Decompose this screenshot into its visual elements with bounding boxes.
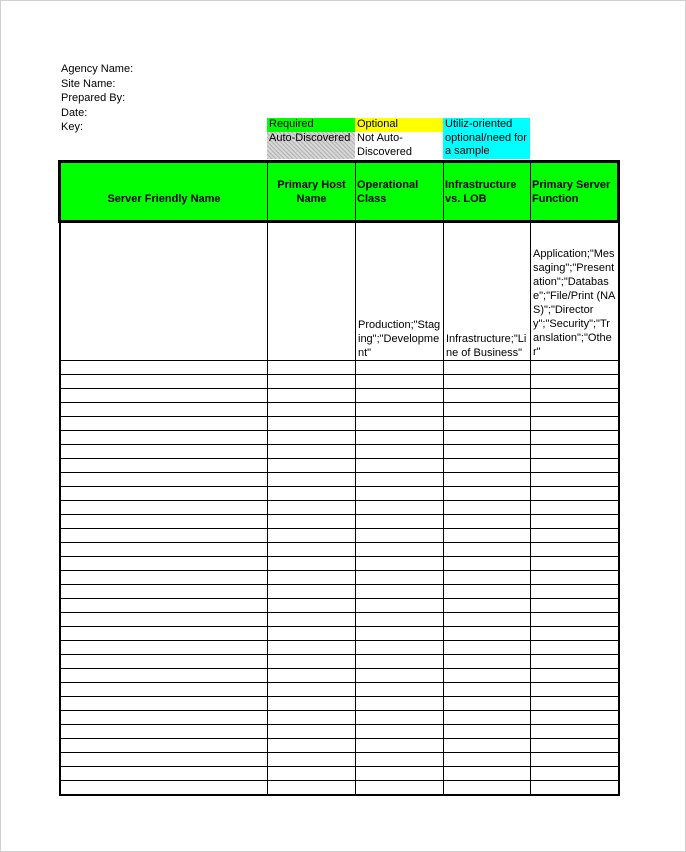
table-cell[interactable]: [356, 515, 444, 529]
table-cell[interactable]: [60, 627, 268, 641]
table-row: [60, 585, 619, 599]
table-cell[interactable]: [268, 557, 356, 571]
table-cell[interactable]: [531, 711, 619, 725]
table-cell[interactable]: [60, 515, 268, 529]
table-cell[interactable]: [356, 361, 444, 375]
col-primary-server-function: Primary Server Function: [531, 162, 619, 222]
table-cell[interactable]: [60, 445, 268, 459]
col-server-friendly-name: Server Friendly Name: [60, 162, 268, 222]
table-cell[interactable]: [268, 571, 356, 585]
table-cell[interactable]: [531, 683, 619, 697]
table-cell[interactable]: [531, 739, 619, 753]
table-cell[interactable]: [531, 697, 619, 711]
table-row: [60, 543, 619, 557]
table-cell[interactable]: [268, 599, 356, 613]
table-cell[interactable]: [531, 403, 619, 417]
table-row: [60, 655, 619, 669]
table-cell[interactable]: [356, 655, 444, 669]
site-name-label: Site Name:: [61, 77, 116, 90]
table-cell[interactable]: [60, 655, 268, 669]
table-cell[interactable]: [356, 739, 444, 753]
table-cell[interactable]: [531, 543, 619, 557]
table-cell[interactable]: [531, 571, 619, 585]
key-not-auto-discovered: Not Auto-Discovered: [355, 132, 425, 159]
table-cell[interactable]: [444, 389, 531, 403]
table-cell[interactable]: [356, 627, 444, 641]
table-cell[interactable]: [531, 781, 619, 796]
table-cell[interactable]: [356, 459, 444, 473]
table-cell[interactable]: [268, 641, 356, 655]
table-cell[interactable]: [60, 767, 268, 781]
table-cell[interactable]: [444, 515, 531, 529]
table-cell[interactable]: [531, 501, 619, 515]
table-cell[interactable]: [356, 613, 444, 627]
table-cell[interactable]: [268, 739, 356, 753]
table-cell[interactable]: [60, 683, 268, 697]
table-cell[interactable]: [268, 711, 356, 725]
table-cell[interactable]: [531, 599, 619, 613]
table-cell[interactable]: [531, 515, 619, 529]
table-cell[interactable]: [268, 725, 356, 739]
table-cell[interactable]: [356, 417, 444, 431]
table-cell[interactable]: [268, 473, 356, 487]
table-cell[interactable]: [531, 473, 619, 487]
col-primary-host-name: Primary Host Name: [268, 162, 356, 222]
table-cell[interactable]: [444, 557, 531, 571]
table-cell[interactable]: [444, 655, 531, 669]
table-cell[interactable]: [60, 781, 268, 796]
table-row: [60, 711, 619, 725]
example-primary-host-name[interactable]: [268, 222, 356, 361]
table-row: [60, 613, 619, 627]
table-row: [60, 767, 619, 781]
table-cell[interactable]: [356, 753, 444, 767]
table-cell[interactable]: [60, 361, 268, 375]
table-cell[interactable]: [531, 613, 619, 627]
table-cell[interactable]: [531, 669, 619, 683]
table-cell[interactable]: [444, 403, 531, 417]
table-cell[interactable]: [60, 459, 268, 473]
table-cell[interactable]: [444, 571, 531, 585]
table-cell[interactable]: [531, 767, 619, 781]
table-cell[interactable]: [60, 473, 268, 487]
table-cell[interactable]: [444, 487, 531, 501]
table-cell[interactable]: [444, 753, 531, 767]
table-row: [60, 445, 619, 459]
example-operational-class[interactable]: Production;"Staging";"Development": [356, 222, 444, 361]
table-cell[interactable]: [444, 683, 531, 697]
table-cell[interactable]: [356, 571, 444, 585]
key-label: Key:: [61, 121, 84, 133]
table-cell[interactable]: [444, 417, 531, 431]
table-cell[interactable]: [60, 585, 268, 599]
table-cell[interactable]: [268, 767, 356, 781]
table-cell[interactable]: [268, 781, 356, 796]
table-row: [60, 361, 619, 375]
table-row: [60, 417, 619, 431]
table-cell[interactable]: [356, 557, 444, 571]
table-cell[interactable]: [444, 585, 531, 599]
table-row: [60, 571, 619, 585]
table-cell[interactable]: [444, 711, 531, 725]
key-optional: Optional: [355, 118, 443, 132]
key-auto-discovered: Auto-Discovered: [267, 132, 355, 159]
table-cell[interactable]: [60, 599, 268, 613]
table-cell[interactable]: [531, 753, 619, 767]
table-cell[interactable]: [268, 697, 356, 711]
example-infrastructure-vs-lob[interactable]: Infrastructure;"Line of Business": [444, 222, 531, 361]
table-cell[interactable]: [444, 613, 531, 627]
table-row: [60, 473, 619, 487]
table-cell[interactable]: [531, 641, 619, 655]
table-cell[interactable]: [268, 753, 356, 767]
table-row: [60, 501, 619, 515]
table-cell[interactable]: [356, 473, 444, 487]
table-row: [60, 641, 619, 655]
date-label: Date:: [61, 106, 88, 119]
key-required: Required: [267, 118, 355, 132]
table-cell[interactable]: [60, 501, 268, 515]
table-row: [60, 459, 619, 473]
table-cell[interactable]: [444, 697, 531, 711]
table-row: [60, 487, 619, 501]
table-row: [60, 683, 619, 697]
table-cell[interactable]: [268, 445, 356, 459]
table-cell[interactable]: [268, 389, 356, 403]
table-cell[interactable]: [60, 529, 268, 543]
table-cell[interactable]: [268, 627, 356, 641]
table-row: [60, 529, 619, 543]
table-cell[interactable]: [531, 557, 619, 571]
table-cell[interactable]: [356, 403, 444, 417]
table-cell[interactable]: [356, 529, 444, 543]
table-cell[interactable]: [60, 641, 268, 655]
table-cell[interactable]: [60, 613, 268, 627]
table-cell[interactable]: [356, 487, 444, 501]
table-cell[interactable]: [444, 501, 531, 515]
table-cell[interactable]: [531, 459, 619, 473]
table-row: [60, 599, 619, 613]
table-cell[interactable]: [268, 669, 356, 683]
table-row: [60, 697, 619, 711]
table-cell[interactable]: [444, 599, 531, 613]
table-cell[interactable]: [60, 417, 268, 431]
table-row: [60, 515, 619, 529]
table-cell[interactable]: [356, 711, 444, 725]
example-row: [60, 222, 619, 361]
table-cell[interactable]: [356, 683, 444, 697]
table-cell[interactable]: [268, 613, 356, 627]
table-cell[interactable]: [356, 543, 444, 557]
table-cell[interactable]: [356, 375, 444, 389]
table-cell[interactable]: [356, 641, 444, 655]
table-cell[interactable]: [444, 641, 531, 655]
table-row: [60, 669, 619, 683]
table-cell[interactable]: [531, 487, 619, 501]
table-row: [60, 375, 619, 389]
table-cell[interactable]: [268, 501, 356, 515]
table-cell[interactable]: [60, 375, 268, 389]
table-cell[interactable]: [268, 585, 356, 599]
table-cell[interactable]: [356, 781, 444, 796]
key-utiliz-oriented: Utiliz-oriented optional/need for a sample: [443, 118, 530, 159]
table-cell[interactable]: [531, 529, 619, 543]
table-cell[interactable]: [356, 389, 444, 403]
table-cell[interactable]: [60, 697, 268, 711]
table-cell[interactable]: [60, 431, 268, 445]
table-cell[interactable]: [60, 571, 268, 585]
table-cell[interactable]: [444, 361, 531, 375]
table-row: [60, 431, 619, 445]
table-cell[interactable]: [60, 543, 268, 557]
table-row: [60, 627, 619, 641]
table-cell[interactable]: [356, 697, 444, 711]
table-cell[interactable]: [60, 711, 268, 725]
table-cell[interactable]: [531, 655, 619, 669]
table-row: [60, 739, 619, 753]
table-cell[interactable]: [60, 403, 268, 417]
table-cell[interactable]: [268, 655, 356, 669]
table-cell[interactable]: [60, 557, 268, 571]
table-cell[interactable]: [268, 515, 356, 529]
table-cell[interactable]: [60, 739, 268, 753]
table-cell[interactable]: [531, 725, 619, 739]
table-cell[interactable]: [444, 473, 531, 487]
table-cell[interactable]: [444, 543, 531, 557]
table-row: [60, 403, 619, 417]
col-infrastructure-vs-lob: Infrastructure vs. LOB: [444, 162, 531, 222]
table-cell[interactable]: [356, 767, 444, 781]
table-cell[interactable]: [444, 529, 531, 543]
table-cell[interactable]: [268, 543, 356, 557]
table-row: [60, 725, 619, 739]
table-cell[interactable]: [356, 585, 444, 599]
table-cell[interactable]: [444, 431, 531, 445]
table-cell[interactable]: [268, 529, 356, 543]
agency-name-label: Agency Name:: [61, 63, 134, 75]
table-cell[interactable]: [268, 375, 356, 389]
table-cell[interactable]: [531, 431, 619, 445]
table-cell[interactable]: [60, 669, 268, 683]
table-cell[interactable]: [356, 431, 444, 445]
table-cell[interactable]: [60, 753, 268, 767]
table-row: [60, 781, 619, 796]
table-cell[interactable]: [60, 487, 268, 501]
table-cell[interactable]: [531, 445, 619, 459]
table-cell[interactable]: [268, 403, 356, 417]
table-cell[interactable]: [356, 501, 444, 515]
table-cell[interactable]: [356, 725, 444, 739]
table-cell[interactable]: [268, 431, 356, 445]
table-cell[interactable]: [531, 375, 619, 389]
table-cell[interactable]: [268, 683, 356, 697]
col-operational-class: Operational Class: [356, 162, 444, 222]
example-server-friendly-name[interactable]: [60, 222, 268, 361]
table-cell[interactable]: [444, 445, 531, 459]
table-cell[interactable]: [268, 361, 356, 375]
table-cell[interactable]: [444, 627, 531, 641]
table-cell[interactable]: [356, 599, 444, 613]
table-cell[interactable]: [531, 417, 619, 431]
table-row: [60, 557, 619, 571]
table-cell[interactable]: [444, 669, 531, 683]
table-header-row: [60, 162, 619, 222]
table-cell[interactable]: [268, 417, 356, 431]
server-inventory-table: [58, 160, 620, 796]
table-row: [60, 389, 619, 403]
example-primary-server-function[interactable]: Application;"Messaging";"Presentation";"Database";"File/Print (NAS)";"Directory";"Security";"Translation";"Other": [531, 222, 619, 361]
table-row: [60, 753, 619, 767]
table-cell[interactable]: [444, 767, 531, 781]
table-cell[interactable]: [531, 389, 619, 403]
table-cell[interactable]: [444, 375, 531, 389]
table-cell[interactable]: [60, 725, 268, 739]
table-cell[interactable]: [531, 585, 619, 599]
table-cell[interactable]: [444, 781, 531, 796]
table-cell[interactable]: [531, 361, 619, 375]
table-cell[interactable]: [268, 487, 356, 501]
header-fields: [61, 62, 133, 135]
table-cell[interactable]: [356, 669, 444, 683]
table-cell[interactable]: [531, 627, 619, 641]
prepared-by-label: Prepared By:: [61, 92, 126, 104]
table-cell[interactable]: [356, 445, 444, 459]
table-cell[interactable]: [444, 739, 531, 753]
table-cell[interactable]: [60, 389, 268, 403]
table-cell[interactable]: [444, 459, 531, 473]
table-cell[interactable]: [444, 725, 531, 739]
table-cell[interactable]: [268, 459, 356, 473]
